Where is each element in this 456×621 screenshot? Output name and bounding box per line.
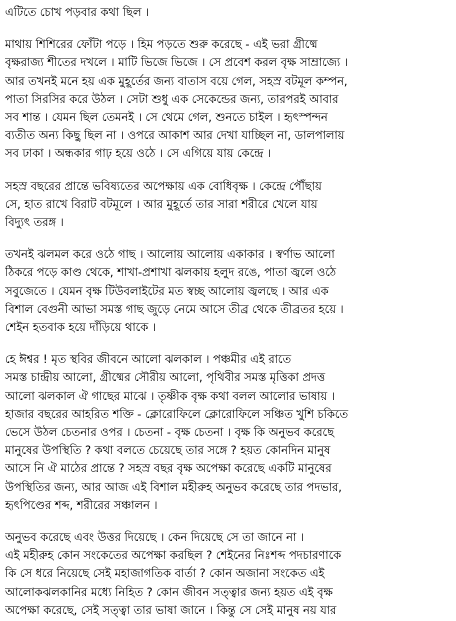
text-line: সব শান্ত । যেমন ছিল তেমনই । সে থেমে গেল, শুনতে চাইল । হৃৎস্পন্দন — [5, 110, 328, 125]
paragraph-5 — [5, 350, 452, 514]
text-line: ব্যতীত অন্য কিছু ছিল না । ওপরে আকাশ আর দেখা যাচ্ছিল না, ডালপালায় — [5, 128, 345, 143]
text-line: কি সে ধরে নিয়েছে সেই মহাজাগতিক বার্তা ? কোন অজানা সংকেত এই — [5, 566, 325, 581]
text-line: মানুষের উপস্থিতি ? কথা বলতে চেয়েছে তার সঙ্গে ? হয়ত কোনদিন মানুষ — [5, 443, 331, 458]
text-line: হাজার বছরের আহরিত শক্তি - ক্লোরোফিলে ক্লোরোফিলে সঞ্চিত খুশি চকিতে — [5, 406, 349, 421]
text-line: উপস্থিতির জন্য, আর আজ এই বিশাল মহীরুহ অনুভব করেছে তার পদভার, — [5, 479, 342, 494]
text-line: বিশাল বেগুনী আভা সমস্ত গাছ জুড়ে নেমে আসে তীব্র থেকে তীব্রতর হয়ে । — [5, 301, 344, 316]
text-line: এটিতে চোখ পড়বার কথা ছিল । — [5, 5, 150, 19]
text-line: হৃৎপিণ্ডের শব্দ, শরীরের সঞ্চালন । — [5, 497, 158, 512]
text-line: সমস্ত চান্দ্রীয় আলো, গ্রীষ্মের সৌরীয় আলো, পৃথিবীর সমস্ত মৃত্তিকা প্রদত্ত — [5, 370, 326, 385]
paragraph-3 — [5, 177, 452, 232]
text-line: তখনই ঝলমল করে ওঠে গাছ । আলোয় আলোয় একাকার । স্বর্ণাভ আলো — [5, 247, 335, 262]
text-line: পাতা সিরসির করে উঠল । সেটা শুধু এক সেকেন্ডের জন্য, তারপরই আবার — [5, 91, 339, 106]
text-line: হে ঈশ্বর ! মৃত স্থবির জীবনে আলো ঝলকাল । পঞ্চমীর এই রাতে — [5, 352, 292, 367]
text-line: আর তখনই মনে হয় এক মুহূর্তের জন্য বাতাস বয়ে গেল, সহস্র বটমূল কম্পন, — [5, 73, 348, 88]
paragraph-1 — [5, 3, 452, 21]
text-line: এই মহীরুহ কোন সংকেতের অপেক্ষা করছিল ? শেইনের নিঃশব্দ পদচারণাকে — [5, 548, 342, 563]
text-line: মাথায় শিশিরের ফোঁটা পড়ে । হিম পড়তে শুরু করেছে - এই ভরা গ্রীষ্মে — [5, 37, 318, 52]
text-line: শেইন হতবাক হয়ে দাঁড়িয়ে থাকে । — [5, 320, 156, 335]
text-line: ভেসে উঠল চেতনার ওপর । চেতনা - বৃক্ষ চেতনা । বৃক্ষ কি অনুভব করেছে — [5, 425, 335, 440]
text-line: আলো ঝলকাল ঐ গাছের মাঝে । তৃষ্ণীক বৃক্ষ কথা বলল আলোর ভাষায় । — [5, 388, 335, 403]
paragraph-2 — [5, 35, 452, 162]
text-line: সবুজেতে । যেমন বৃক্ষ টিউবলাইটের মত স্বচ্ছ আলোয় জ্বলছে । আর এক — [5, 283, 329, 298]
paragraph-4 — [5, 245, 452, 336]
text-line: সে, হাত রাখে বিরাট বটমূলে । আর মুহূর্তে তার সারা শরীরে খেলে যায় — [5, 196, 318, 211]
text-line: বৃক্ষরাজ্য শীতের দখলে । মাটি ভিজে ভিজে । সে প্রবেশ করল বৃক্ষ সাম্রাজ্যে । — [5, 55, 348, 70]
text-line: আসে নি ঐ মাঠের প্রান্তে ? সহস্র বছর বৃক্ষ অপেক্ষা করেছে একটি মানুষের — [5, 461, 332, 476]
text-line: ঠিকরে পড়ে কাণ্ড থেকে, শাখা-প্রশাখা ঝলকায় হলুদ রঙে, পাতা জ্বলে ওঠে — [5, 265, 336, 280]
text-line: আলোকঝলকানির মধ্যে নিহিত ? কোন জীবন সত্ত্বার জন্য হয়ত এই বৃক্ষ — [5, 584, 333, 599]
text-line: সব ঢাকা । অন্ধকার গাঢ় হয়ে ওঠে । সে এগিয়ে যায় কেন্দ্রে । — [5, 146, 272, 161]
paragraph-6 — [5, 528, 452, 619]
text-line: বিদ্যুৎ তরঙ্গ । — [5, 215, 64, 230]
text-line: অপেক্ষা করেছে, সেই সত্ত্বা তার ভাষা জানে । কিন্তু সে সেই মানুষ নয় যার — [5, 602, 337, 617]
text-line: সহস্র বছরের প্রান্তে ভবিষ্যতের অপেক্ষায় এক বোধিবৃক্ষ । কেন্দ্রে পৌঁছায় — [5, 178, 322, 193]
text-line: অনুভব করেছে এবং উত্তর দিয়েছে । কেন দিয়েছে সে তা জানে না । — [5, 530, 304, 545]
